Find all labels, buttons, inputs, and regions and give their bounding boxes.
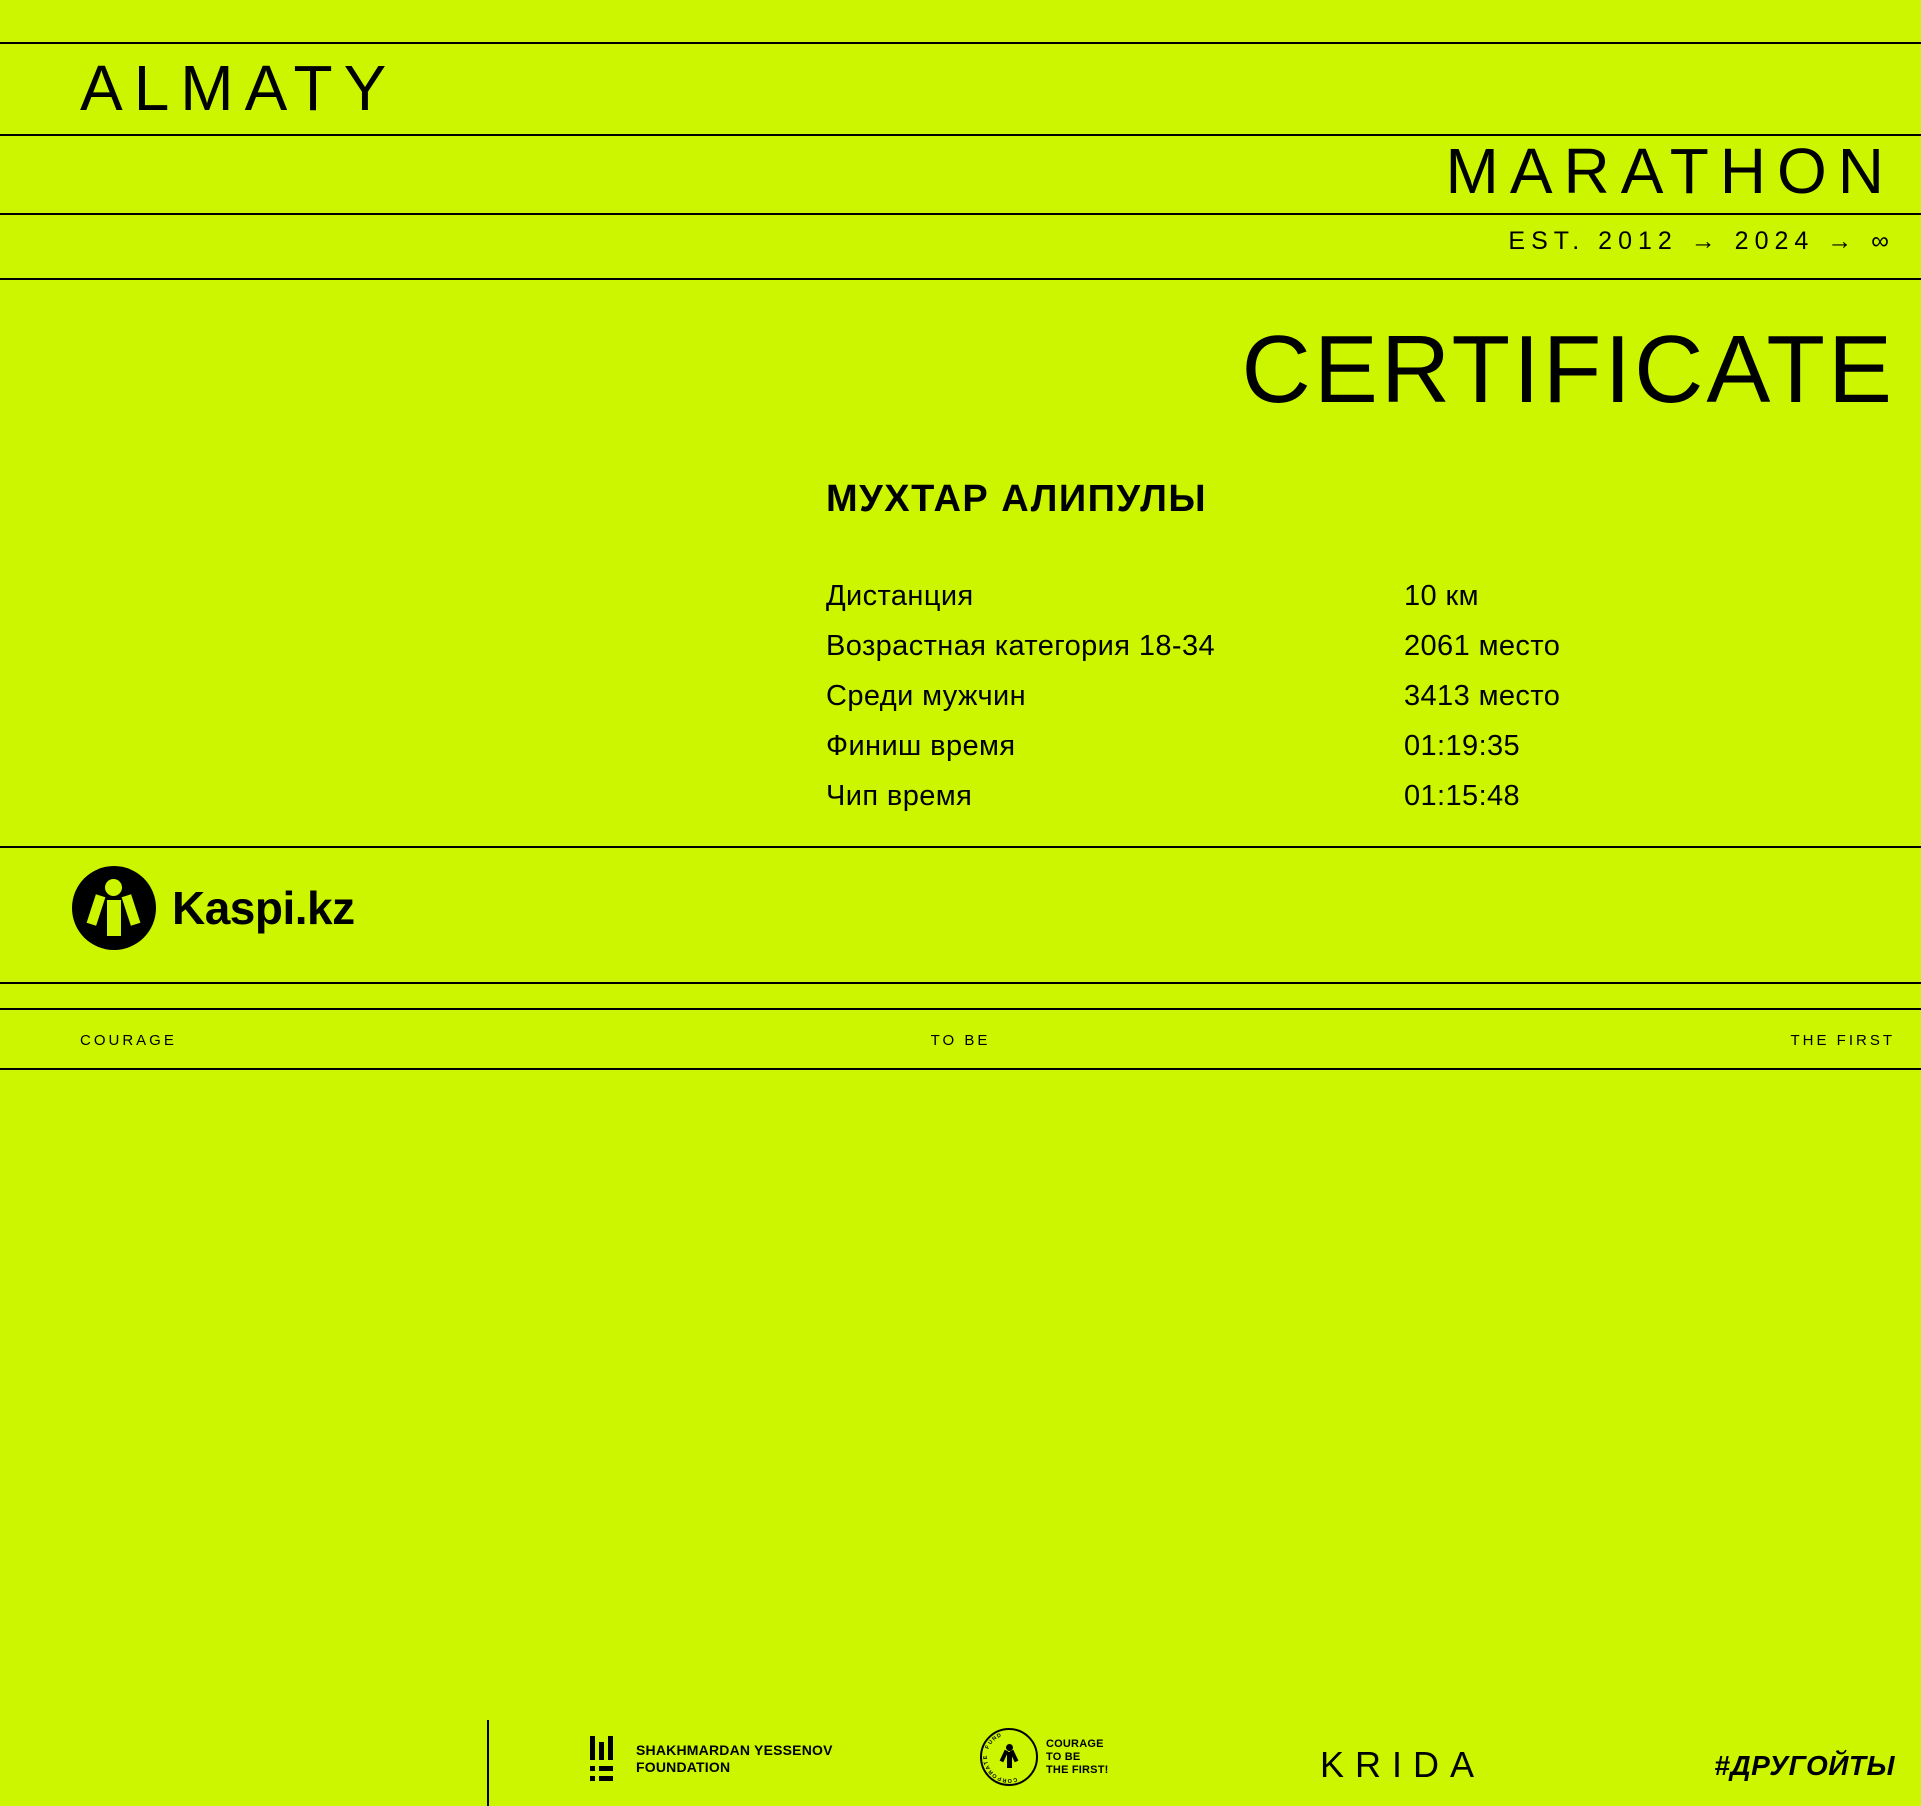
result-value: 2061 место	[1404, 630, 1561, 662]
kaspi-wordmark: Kaspi.kz	[172, 882, 355, 934]
result-label: Дистанция	[826, 580, 974, 612]
established-line: EST. 2012 → 2024 → ∞	[1508, 227, 1895, 255]
event-name-line-1: ALMATY	[80, 52, 398, 124]
event-name-line-2: MARATHON	[1445, 135, 1895, 207]
result-label: Среди мужчин	[826, 680, 1027, 712]
table-row	[826, 680, 1786, 730]
divider-line	[0, 278, 1921, 280]
result-value: 01:15:48	[1404, 780, 1521, 812]
corporate-fund-line-2: TO BE	[1046, 1750, 1081, 1763]
divider-line	[0, 1008, 1921, 1010]
sponsor-krida: KRIDA	[1320, 1744, 1486, 1785]
corporate-fund-line-3: THE FIRST!	[1046, 1763, 1109, 1776]
divider-line	[0, 982, 1921, 984]
result-value: 01:19:35	[1404, 730, 1521, 762]
athlete-name: МУХТАР АЛИПУЛЫ	[826, 478, 1208, 520]
divider-line	[0, 1068, 1921, 1070]
yessenov-line-2: FOUNDATION	[636, 1759, 731, 1775]
table-row	[826, 630, 1786, 680]
result-label: Финиш время	[826, 730, 1016, 762]
result-value: 3413 место	[1404, 680, 1561, 712]
yessenov-wordmark	[636, 1742, 833, 1776]
sponsor-hashtag: #ДРУГОЙТЫ	[1714, 1750, 1895, 1781]
corporate-fund-line-1: COURAGE	[1046, 1737, 1104, 1750]
sponsor-yessenov	[590, 1736, 833, 1782]
yessenov-bars-icon	[590, 1736, 624, 1782]
result-label: Чип время	[826, 780, 973, 812]
yessenov-line-1: SHAKHMARDAN YESSENOV	[636, 1742, 833, 1758]
table-row	[826, 730, 1786, 780]
sponsor-kaspi	[72, 866, 355, 950]
corporate-fund-seal-icon	[980, 1728, 1038, 1786]
result-value: 10 км	[1404, 580, 1479, 612]
table-row	[826, 780, 1786, 830]
sponsor-corporate-fund	[980, 1728, 1109, 1786]
table-row	[826, 580, 1786, 630]
footer-slogan	[0, 1012, 1921, 1068]
corporate-fund-wordmark	[1046, 1738, 1109, 1777]
footer-left-text: COURAGE	[80, 1032, 177, 1049]
page-title: CERTIFICATE	[1241, 316, 1895, 423]
sponsor-divider	[487, 1720, 489, 1806]
results-table	[826, 580, 1786, 830]
footer-center-text: TO BE	[930, 1032, 991, 1049]
sponsor-strip	[0, 848, 1921, 1785]
footer-right-text: THE FIRST	[1790, 1032, 1895, 1049]
kaspi-figure-icon	[72, 866, 156, 950]
corporate-fund-ring-text: C O R P O R A T E F U N D	[982, 1732, 1018, 1784]
event-header	[0, 0, 1921, 278]
result-label: Возрастная категория 18-34	[826, 630, 1216, 662]
